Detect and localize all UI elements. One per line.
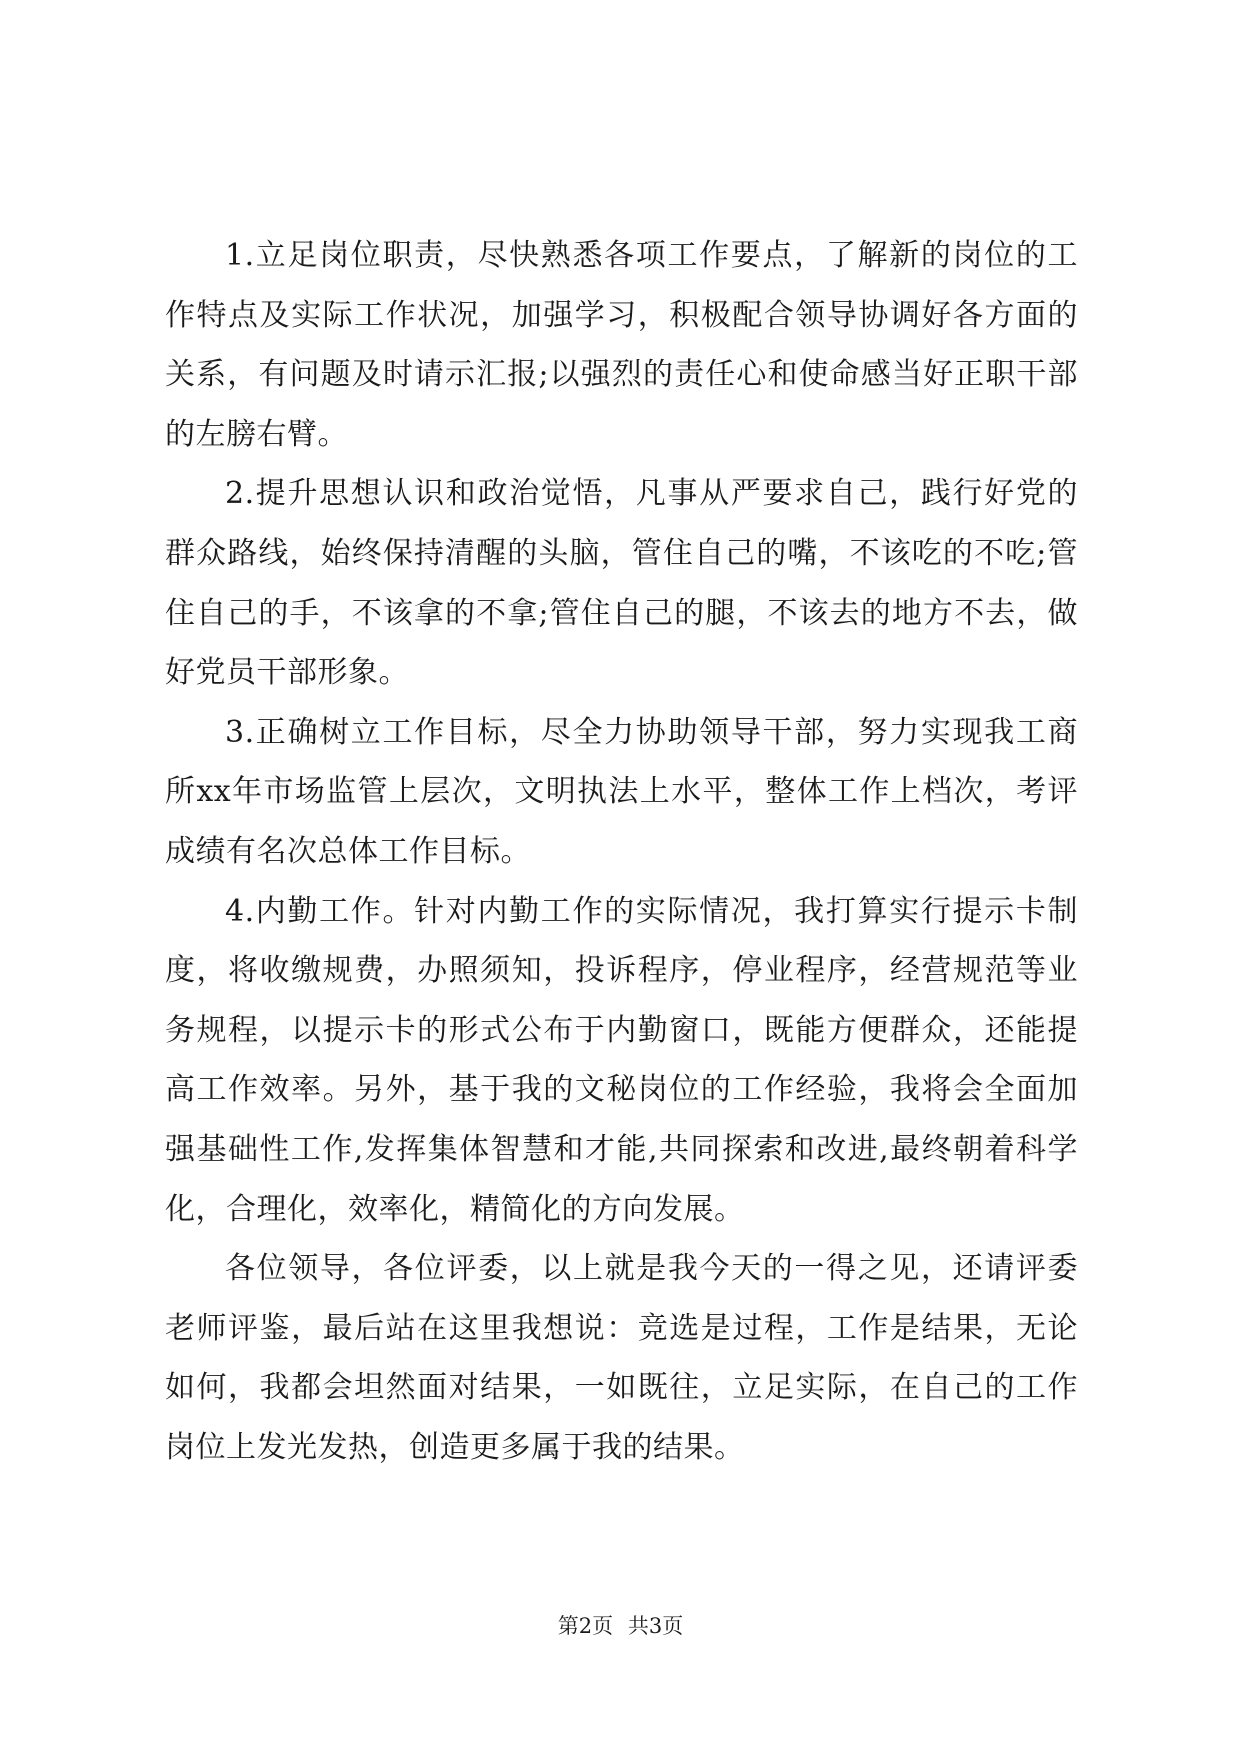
paragraph-1: 1.立足岗位职责，尽快熟悉各项工作要点，了解新的岗位的工作特点及实际工作状况，加强学习，积极配合领导协调好各方面的关系，有问题及时请示汇报;以强烈的责任心和使命感当好正职干部的左膀右臂。 [165,238,1078,452]
page-number-current: 第2页 [557,1614,614,1638]
page-footer [0,1611,1241,1641]
paragraph-4: 4.内勤工作。针对内勤工作的实际情况，我打算实行提示卡制度，将收缴规费，办照须知，投诉程序，停业程序，经营规范等业务规程，以提示卡的形式公布于内勤窗口，既能方便群众，还能提高工作效率。另外，基于我的文秘岗位的工作经验，我将会全面加强基础性工作,发挥集体智慧和才能,共同探索和改进,最终朝着科学化，合理化，效率化，精简化的方向发展。 [165,893,1078,1227]
paragraph-5: 各位领导，各位评委，以上就是我今天的一得之见，还请评委老师评鉴，最后站在这里我想说：竞选是过程，工作是结果，无论如何，我都会坦然面对结果，一如既往，立足实际，在自己的工作岗位上发光发热，创造更多属于我的结果。 [165,1251,1078,1465]
page-number-total: 共3页 [627,1614,684,1638]
paragraph-2: 2.提升思想认识和政治觉悟，凡事从严要求自己，践行好党的群众路线，始终保持清醒的头脑，管住自己的嘴，不该吃的不吃;管住自己的手，不该拿的不拿;管住自己的腿，不该去的地方不去，做好党员干部形象。 [165,476,1078,691]
document-body [165,226,1078,1477]
paragraph-3: 3.正确树立工作目标，尽全力协助领导干部，努力实现我工商所xx年市场监管上层次，文明执法上水平，整体工作上档次，考评成绩有名次总体工作目标。 [165,714,1078,869]
